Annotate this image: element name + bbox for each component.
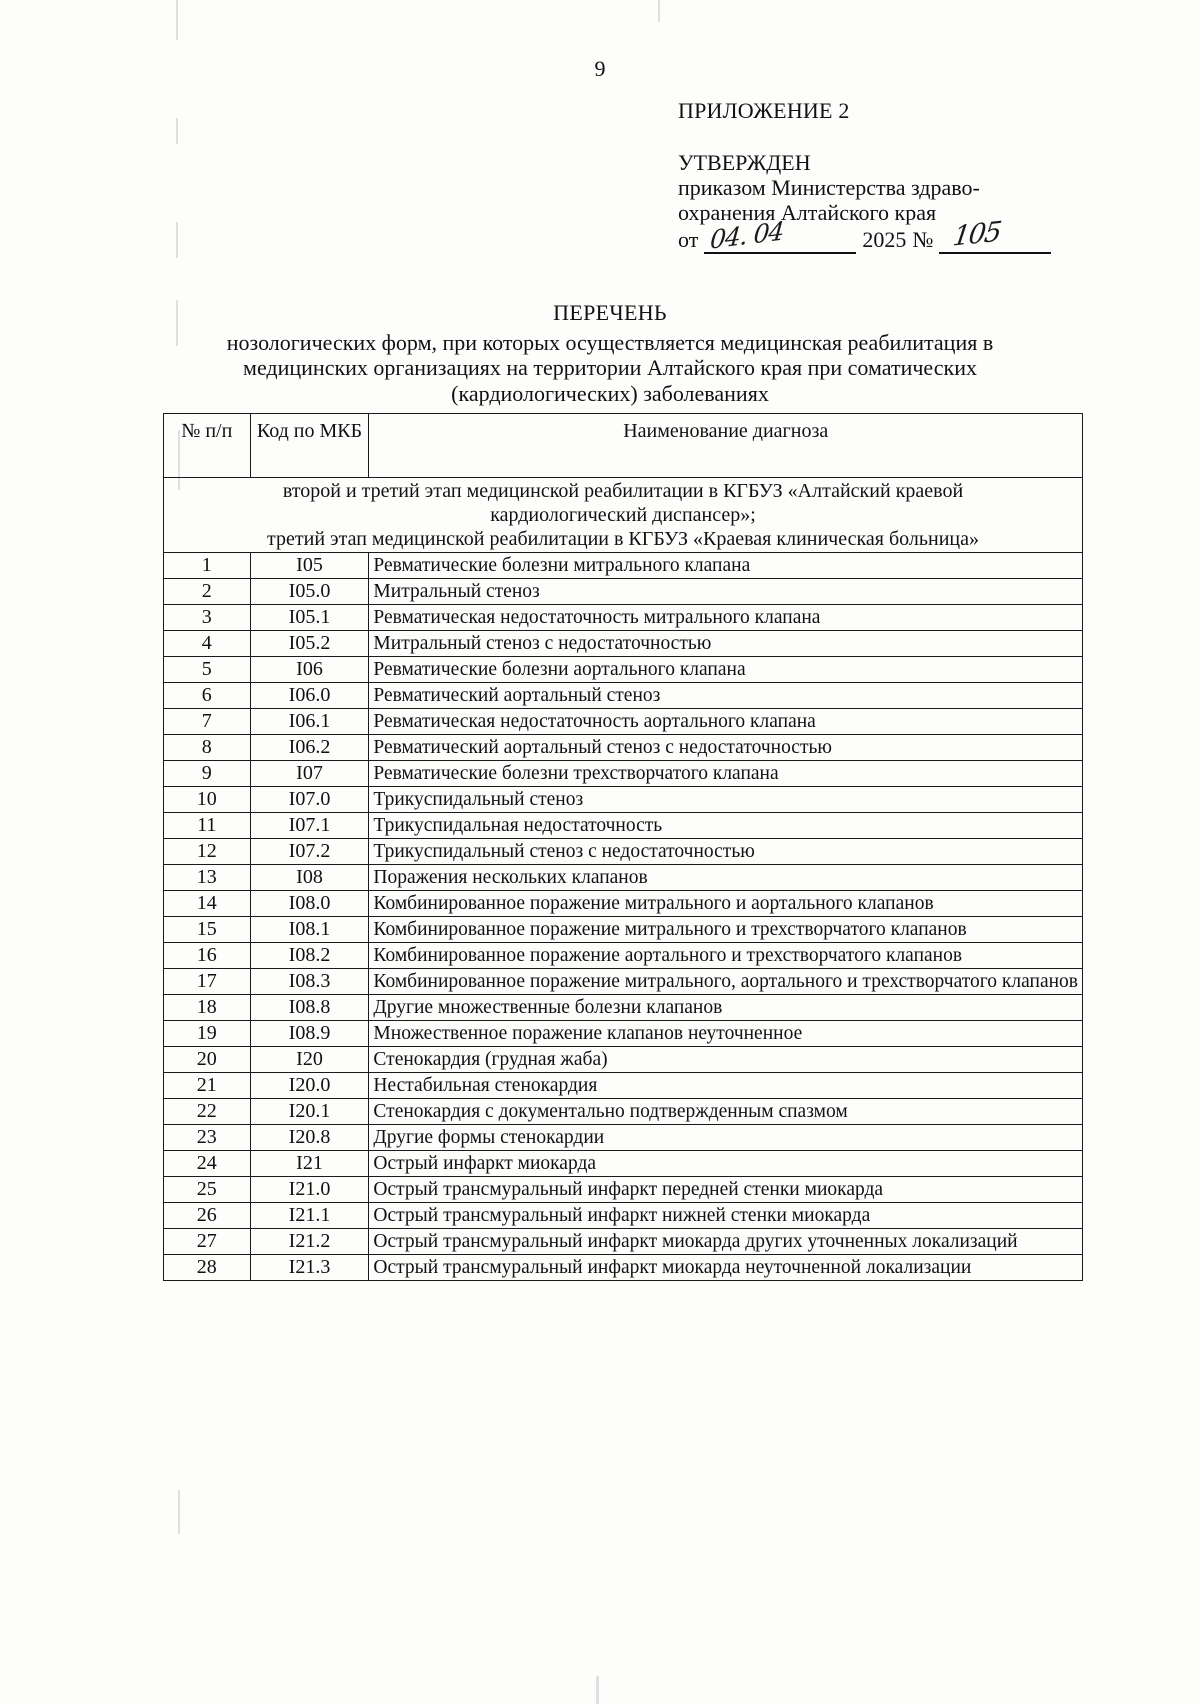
table-row	[164, 917, 1083, 943]
appendix-title: ПРИЛОЖЕНИЕ 2	[678, 98, 850, 123]
document-title-block	[150, 300, 1070, 406]
cell-icd-code: I06.0	[250, 683, 369, 709]
table-row	[164, 865, 1083, 891]
cell-number: 6	[164, 683, 251, 709]
section-header-line-2: кардиологический диспансер»;	[490, 504, 756, 526]
approved-by-line-2: охранения Алтайского края	[678, 200, 937, 226]
table-row	[164, 605, 1083, 631]
date-blank-field	[704, 215, 856, 255]
table-row	[164, 1229, 1083, 1255]
cell-diagnosis-name: Нестабильная стенокардия	[369, 1073, 1083, 1099]
cell-number: 28	[164, 1255, 251, 1281]
cell-icd-code: I21.2	[250, 1229, 369, 1255]
table-row	[164, 709, 1083, 735]
cell-icd-code: I05.1	[250, 605, 369, 631]
cell-diagnosis-name: Острый трансмуральный инфаркт передней стенки миокарда	[369, 1177, 1083, 1203]
section-header-line-3: третий этап медицинской реабилитации в КГБУЗ «Краевая клиническая больница»	[267, 528, 979, 550]
handwritten-date: 04. 04	[709, 215, 785, 255]
column-header-icd-code: Код по МКБ	[250, 414, 369, 478]
cell-number: 3	[164, 605, 251, 631]
table-row	[164, 1255, 1083, 1281]
cell-icd-code: I08.3	[250, 969, 369, 995]
document-subtitle	[150, 330, 1070, 406]
cell-diagnosis-name: Трикуспидальная недостаточность	[369, 813, 1083, 839]
cell-number: 9	[164, 761, 251, 787]
table-row	[164, 579, 1083, 605]
cell-number: 23	[164, 1125, 251, 1151]
cell-diagnosis-name: Митральный стеноз с недостаточностью	[369, 631, 1083, 657]
cell-icd-code: I21.3	[250, 1255, 369, 1281]
table-body	[164, 478, 1083, 1281]
cell-number: 22	[164, 1099, 251, 1125]
document-subtitle-line-1: нозологических форм, при которых осуществляется медицинская реабилитация в	[226, 330, 994, 355]
scan-artifact	[178, 1490, 180, 1534]
table-row	[164, 943, 1083, 969]
cell-number: 13	[164, 865, 251, 891]
cell-diagnosis-name: Острый трансмуральный инфаркт миокарда неуточненной локализации	[369, 1255, 1083, 1281]
cell-number: 17	[164, 969, 251, 995]
cell-number: 12	[164, 839, 251, 865]
scan-artifact	[596, 1676, 599, 1704]
cell-icd-code: I21.1	[250, 1203, 369, 1229]
cell-icd-code: I21.0	[250, 1177, 369, 1203]
cell-icd-code: I20	[250, 1047, 369, 1073]
page-number: 9	[594, 56, 606, 81]
table-row	[164, 735, 1083, 761]
cell-diagnosis-name: Острый трансмуральный инфаркт нижней стенки миокарда	[369, 1203, 1083, 1229]
section-header-line-1: второй и третий этап медицинской реабилитации в КГБУЗ «Алтайский краевой	[282, 480, 964, 502]
cell-number: 1	[164, 553, 251, 579]
cell-number: 24	[164, 1151, 251, 1177]
table-row	[164, 839, 1083, 865]
date-prefix: от	[678, 227, 699, 253]
cell-number: 11	[164, 813, 251, 839]
table-row	[164, 761, 1083, 787]
table-row	[164, 1047, 1083, 1073]
cell-icd-code: I08.2	[250, 943, 369, 969]
scan-artifact	[176, 222, 178, 258]
table-row	[164, 1203, 1083, 1229]
table-row	[164, 891, 1083, 917]
cell-diagnosis-name: Множественное поражение клапанов неуточненное	[369, 1021, 1083, 1047]
cell-number: 8	[164, 735, 251, 761]
cell-number: 2	[164, 579, 251, 605]
table-row	[164, 1177, 1083, 1203]
cell-icd-code: I08	[250, 865, 369, 891]
cell-icd-code: I08.9	[250, 1021, 369, 1047]
cell-number: 21	[164, 1073, 251, 1099]
cell-diagnosis-name: Трикуспидальный стеноз	[369, 787, 1083, 813]
table-row	[164, 657, 1083, 683]
cell-number: 15	[164, 917, 251, 943]
order-number-blank-field	[939, 216, 1051, 254]
cell-icd-code: I05.0	[250, 579, 369, 605]
cell-diagnosis-name: Стенокардия с документально подтвержденным спазмом	[369, 1099, 1083, 1125]
cell-icd-code: I08.1	[250, 917, 369, 943]
cell-icd-code: I06.1	[250, 709, 369, 735]
cell-number: 19	[164, 1021, 251, 1047]
cell-diagnosis-name: Ревматический аортальный стеноз с недостаточностью	[369, 735, 1083, 761]
cell-number: 5	[164, 657, 251, 683]
cell-diagnosis-name: Трикуспидальный стеноз с недостаточностью	[369, 839, 1083, 865]
cell-diagnosis-name: Комбинированное поражение аортального и трехстворчатого клапанов	[369, 943, 1083, 969]
cell-icd-code: I05.2	[250, 631, 369, 657]
handwritten-order-number: 105	[951, 216, 1003, 253]
section-header-row	[164, 478, 1083, 553]
cell-diagnosis-name: Митральный стеноз	[369, 579, 1083, 605]
table-row	[164, 969, 1083, 995]
cell-icd-code: I08.8	[250, 995, 369, 1021]
cell-diagnosis-name: Комбинированное поражение митрального, аортального и трехстворчатого клапанов	[369, 969, 1083, 995]
cell-icd-code: I07.0	[250, 787, 369, 813]
table-row	[164, 1125, 1083, 1151]
cell-number: 25	[164, 1177, 251, 1203]
cell-icd-code: I20.8	[250, 1125, 369, 1151]
cell-icd-code: I07.1	[250, 813, 369, 839]
column-header-diagnosis-name: Наименование диагноза	[369, 414, 1083, 478]
table-row	[164, 1073, 1083, 1099]
cell-number: 10	[164, 787, 251, 813]
approved-by-line-1: приказом Министерства здраво-	[678, 175, 980, 201]
cell-icd-code: I21	[250, 1151, 369, 1177]
cell-diagnosis-name: Комбинированное поражение митрального и аортального клапанов	[369, 891, 1083, 917]
cell-diagnosis-name: Ревматическая недостаточность аортального клапана	[369, 709, 1083, 735]
cell-diagnosis-name: Комбинированное поражение митрального и трехстворчатого клапанов	[369, 917, 1083, 943]
section-header-cell	[164, 478, 1083, 553]
number-symbol: №	[912, 227, 934, 253]
scan-artifact	[176, 118, 178, 144]
cell-diagnosis-name: Ревматический аортальный стеноз	[369, 683, 1083, 709]
nosology-table	[163, 413, 1083, 1281]
cell-diagnosis-name: Ревматическая недостаточность митрального клапана	[369, 605, 1083, 631]
cell-diagnosis-name: Стенокардия (грудная жаба)	[369, 1047, 1083, 1073]
scan-artifact	[658, 0, 660, 22]
order-year: 2025	[862, 227, 907, 253]
scan-artifact	[176, 0, 178, 40]
cell-icd-code: I08.0	[250, 891, 369, 917]
table-row	[164, 787, 1083, 813]
cell-number: 27	[164, 1229, 251, 1255]
cell-diagnosis-name: Острый трансмуральный инфаркт миокарда других уточненных локализаций	[369, 1229, 1083, 1255]
cell-icd-code: I20.0	[250, 1073, 369, 1099]
cell-icd-code: I06	[250, 657, 369, 683]
cell-icd-code: I20.1	[250, 1099, 369, 1125]
cell-diagnosis-name: Острый инфаркт миокарда	[369, 1151, 1083, 1177]
order-date-line	[678, 215, 1098, 255]
cell-diagnosis-name: Другие формы стенокардии	[369, 1125, 1083, 1151]
approved-label: УТВЕРЖДЕН	[678, 150, 811, 175]
cell-icd-code: I06.2	[250, 735, 369, 761]
cell-diagnosis-name: Поражения нескольких клапанов	[369, 865, 1083, 891]
cell-icd-code: I07.2	[250, 839, 369, 865]
cell-icd-code: I05	[250, 553, 369, 579]
cell-diagnosis-name: Ревматические болезни трехстворчатого клапана	[369, 761, 1083, 787]
cell-number: 16	[164, 943, 251, 969]
column-header-number: № п/п	[164, 414, 251, 478]
document-title: ПЕРЕЧЕНЬ	[553, 300, 667, 325]
cell-number: 7	[164, 709, 251, 735]
cell-number: 14	[164, 891, 251, 917]
cell-number: 26	[164, 1203, 251, 1229]
cell-diagnosis-name: Ревматические болезни митрального клапана	[369, 553, 1083, 579]
table-header-row	[164, 414, 1083, 478]
table-row	[164, 631, 1083, 657]
approval-header	[678, 98, 1098, 254]
cell-diagnosis-name: Ревматические болезни аортального клапана	[369, 657, 1083, 683]
table-row	[164, 553, 1083, 579]
table-row	[164, 1099, 1083, 1125]
cell-number: 18	[164, 995, 251, 1021]
cell-number: 4	[164, 631, 251, 657]
table-row	[164, 1151, 1083, 1177]
document-subtitle-line-2: медицинских организациях на территории Алтайского края при соматических	[243, 355, 977, 381]
table-row	[164, 995, 1083, 1021]
table-row	[164, 813, 1083, 839]
cell-diagnosis-name: Другие множественные болезни клапанов	[369, 995, 1083, 1021]
table-row	[164, 1021, 1083, 1047]
cell-icd-code: I07	[250, 761, 369, 787]
table-row	[164, 683, 1083, 709]
document-subtitle-line-3: (кардиологических) заболеваниях	[451, 380, 769, 406]
cell-number: 20	[164, 1047, 251, 1073]
